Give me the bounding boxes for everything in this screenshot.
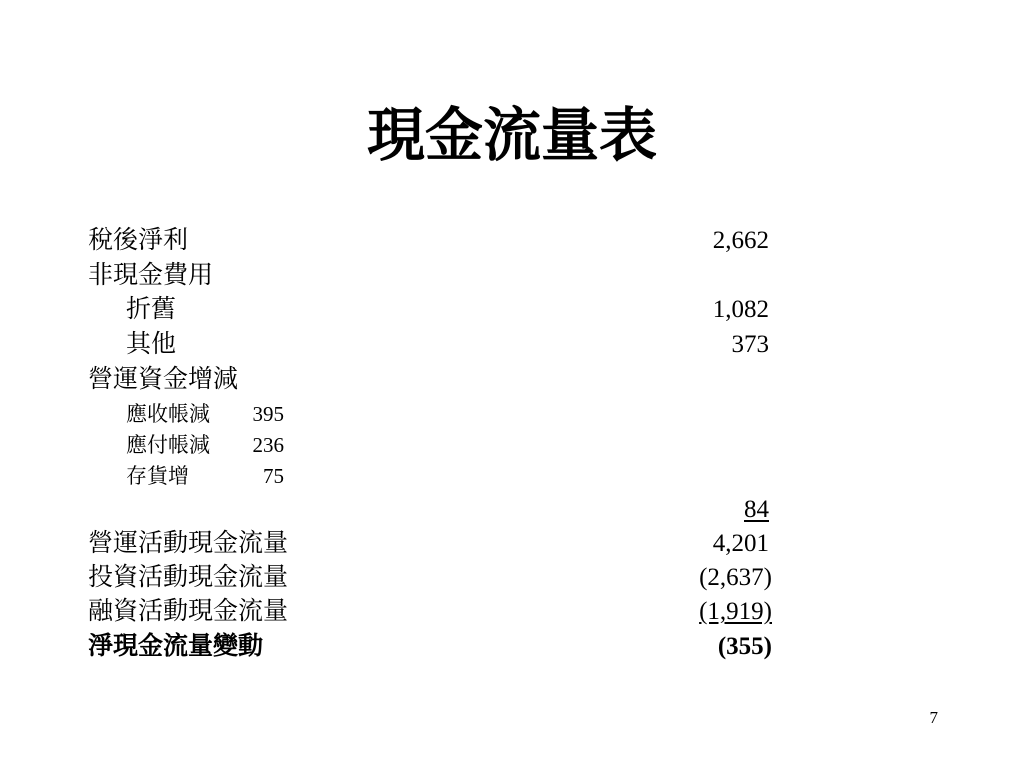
operating-cf-row bbox=[0, 529, 1024, 559]
non-cash-expenses-row bbox=[0, 261, 1024, 291]
investing-cf-label: 投資活動現金流量 bbox=[88, 564, 289, 591]
receivables-decrease-value: 395 bbox=[252, 402, 284, 426]
depreciation-label: 折舊 bbox=[126, 296, 177, 323]
investing-cf-value: (2,637) bbox=[699, 564, 772, 591]
depreciation-value: 1,082 bbox=[712, 296, 769, 323]
inventory-increase-value: 75 bbox=[263, 464, 284, 488]
page-number: 7 bbox=[929, 708, 938, 727]
receivables-decrease-label: 應收帳減 bbox=[126, 402, 210, 426]
working-capital-item bbox=[0, 432, 1024, 458]
net-change-value: (355) bbox=[717, 633, 772, 660]
net-change-row bbox=[0, 632, 1024, 662]
other-row bbox=[0, 330, 1024, 360]
other-value: 373 bbox=[731, 331, 769, 358]
net-income-value: 2,662 bbox=[712, 227, 769, 254]
slide-title: 現金流量表 bbox=[366, 103, 657, 168]
net-change-label: 淨現金流量變動 bbox=[88, 633, 264, 660]
working-capital-total-row bbox=[0, 495, 1024, 525]
non-cash-expenses-label: 非現金費用 bbox=[88, 262, 214, 289]
other-label: 其他 bbox=[126, 331, 177, 358]
net-income-row bbox=[0, 226, 1024, 256]
depreciation-row bbox=[0, 295, 1024, 325]
payables-decrease-value: 236 bbox=[252, 433, 284, 457]
financing-cf-row bbox=[0, 597, 1024, 627]
working-capital-total-value: 84 bbox=[744, 496, 769, 523]
operating-cf-value: 4,201 bbox=[712, 530, 769, 557]
financing-cf-value: (1,919) bbox=[699, 598, 772, 625]
working-capital-row bbox=[0, 365, 1024, 395]
inventory-increase-label: 存貨增 bbox=[126, 464, 189, 488]
net-income-label: 稅後淨利 bbox=[88, 227, 189, 254]
working-capital-item bbox=[0, 401, 1024, 427]
financing-cf-label: 融資活動現金流量 bbox=[88, 598, 289, 625]
working-capital-item bbox=[0, 463, 1024, 489]
working-capital-label: 營運資金增減 bbox=[88, 366, 239, 393]
payables-decrease-label: 應付帳減 bbox=[126, 433, 210, 457]
operating-cf-label: 營運活動現金流量 bbox=[88, 530, 289, 557]
investing-cf-row bbox=[0, 563, 1024, 593]
